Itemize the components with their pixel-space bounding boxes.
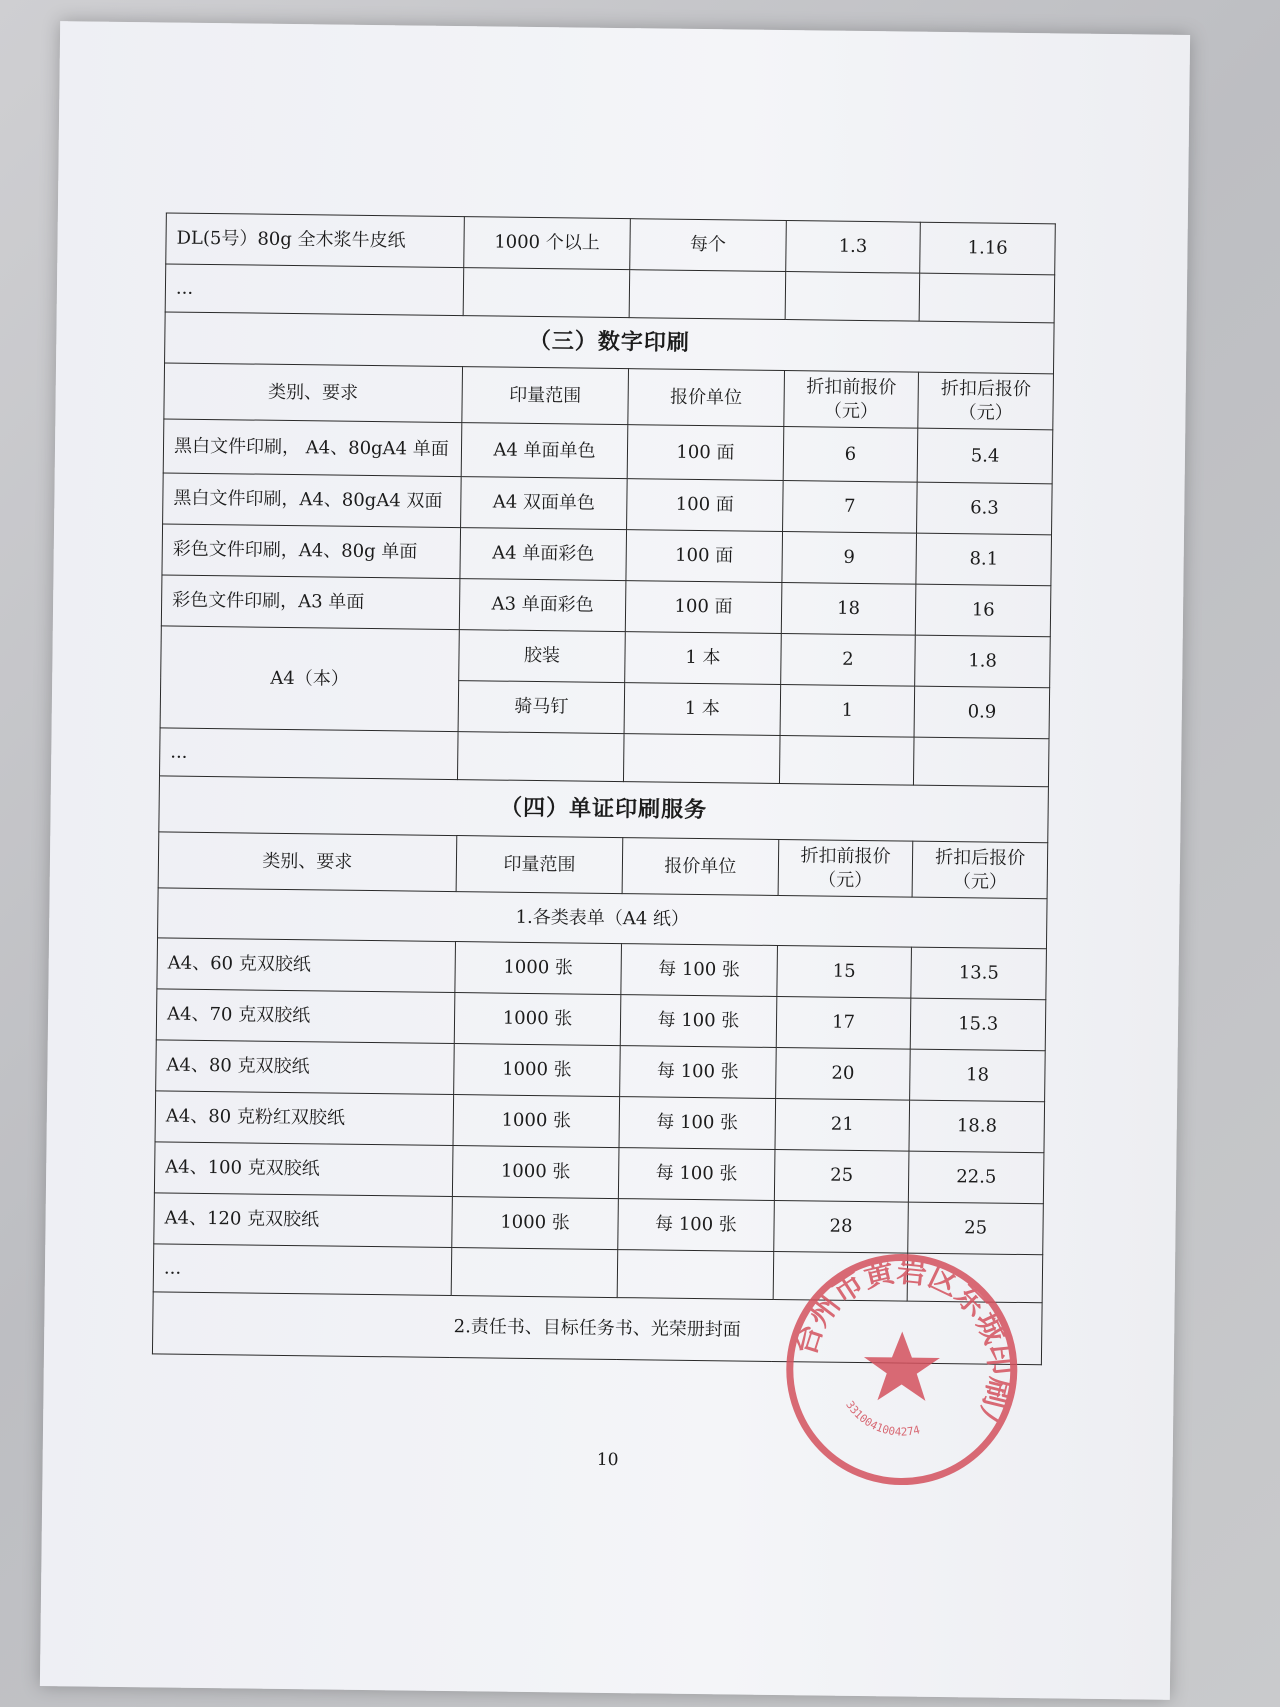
subsection-row [152, 1292, 1042, 1365]
price-before-cell: 2 [780, 634, 915, 687]
ellipsis-cell: ... [165, 264, 463, 316]
price-before-cell: 15 [776, 945, 911, 998]
unit-cell: 100 面 [627, 425, 783, 481]
section-title: （四）单证印刷服务 [159, 776, 1049, 843]
range-cell: A4 单面彩色 [460, 528, 627, 581]
price-before-cell: 20 [775, 1047, 910, 1100]
price-after-cell: 1.8 [915, 635, 1050, 688]
unit-cell: 1 本 [624, 683, 780, 736]
price-after-cell: 22.5 [909, 1151, 1044, 1204]
item-cell: 黑白文件印刷，A4、80gA4 双面 [163, 473, 461, 528]
range-cell: 1000 张 [454, 993, 621, 1046]
item-cell: 黑白文件印刷， A4、80gA4 单面 [163, 419, 461, 477]
price-before-cell: 6 [783, 427, 918, 483]
range-cell: 1000 张 [453, 1044, 620, 1097]
section-title: （三）数字印刷 [165, 312, 1055, 374]
page-number: 10 [596, 1449, 619, 1471]
ellipsis-cell: ... [153, 1244, 451, 1296]
range-cell: 1000 个以上 [464, 217, 631, 270]
subsection-title: 2.责任书、目标任务书、光荣册封面 [152, 1292, 1042, 1365]
range-cell: A4 双面单色 [460, 477, 627, 530]
document-page [40, 21, 1190, 1700]
range-cell: A4 单面单色 [461, 423, 628, 479]
price-after-cell: 25 [908, 1202, 1043, 1255]
unit-cell: 100 面 [625, 581, 781, 634]
item-cell: A4、80 克双胶纸 [156, 1040, 454, 1095]
range-cell: 1000 张 [453, 1095, 620, 1148]
header-price-after: 折扣后报价（元） [912, 841, 1047, 899]
price-after-cell: 5.4 [917, 428, 1052, 484]
range-cell: 骑马钉 [458, 681, 625, 734]
header-item: 类别、要求 [164, 363, 462, 423]
ellipsis-cell: ... [159, 728, 457, 780]
unit-cell: 100 面 [626, 530, 782, 583]
unit-cell: 每 100 张 [619, 1097, 775, 1150]
binding-item-cell: A4（本） [160, 626, 459, 732]
price-before-cell: 9 [782, 532, 917, 585]
price-before-cell: 18 [781, 583, 916, 636]
price-table [152, 212, 1056, 1365]
price-before-cell: 17 [776, 996, 911, 1049]
item-cell: 彩色文件印刷，A3 单面 [161, 575, 459, 630]
price-after-cell: 13.5 [911, 947, 1046, 1000]
unit-cell: 每 100 张 [620, 1046, 776, 1099]
header-price-before: 折扣前报价（元） [778, 839, 913, 897]
price-after-cell: 16 [916, 584, 1051, 637]
range-cell: 1000 张 [452, 1146, 619, 1199]
unit-cell: 每 100 张 [621, 944, 777, 997]
range-cell: 1000 张 [452, 1197, 619, 1250]
item-cell: DL(5号）80g 全木浆牛皮纸 [166, 213, 464, 268]
unit-cell: 每个 [630, 219, 786, 272]
unit-cell: 每 100 张 [619, 1148, 775, 1201]
range-cell: A3 单面彩色 [459, 579, 626, 632]
table-row [161, 626, 1051, 688]
item-cell: A4、60 克双胶纸 [157, 938, 455, 993]
seal-text: 台州市黄岩区东城印刷厂 [787, 1253, 1018, 1446]
unit-cell: 每 100 张 [618, 1199, 774, 1252]
item-cell: A4、80 克粉红双胶纸 [155, 1091, 453, 1146]
seal-code: 3310041004274 [843, 1398, 922, 1439]
price-before-cell: 1.3 [785, 221, 920, 274]
item-cell: A4、70 克双胶纸 [156, 989, 454, 1044]
header-unit: 报价单位 [628, 369, 784, 427]
price-before-cell: 28 [773, 1200, 908, 1253]
price-after-cell: 0.9 [914, 686, 1049, 739]
range-cell: 1000 张 [455, 942, 622, 995]
item-cell: A4、120 克双胶纸 [154, 1193, 452, 1248]
price-before-cell: 1 [780, 685, 915, 738]
price-before-cell: 21 [775, 1098, 910, 1151]
price-after-cell: 8.1 [916, 533, 1051, 586]
price-after-cell: 15.3 [911, 998, 1046, 1051]
header-item: 类别、要求 [158, 832, 456, 892]
unit-cell: 100 面 [627, 479, 783, 532]
header-unit: 报价单位 [622, 838, 778, 896]
price-after-cell: 18 [910, 1049, 1045, 1102]
header-range: 印量范围 [456, 836, 623, 894]
price-after-cell: 6.3 [917, 482, 1052, 535]
unit-cell: 每 100 张 [620, 995, 776, 1048]
header-range: 印量范围 [462, 367, 629, 425]
price-before-cell: 7 [782, 481, 917, 534]
price-after-cell: 18.8 [909, 1100, 1044, 1153]
item-cell: 彩色文件印刷，A4、80g 单面 [162, 524, 460, 579]
item-cell: A4、100 克双胶纸 [154, 1142, 452, 1197]
unit-cell: 1 本 [625, 632, 781, 685]
subsection-title: 1.各类表单（A4 纸） [158, 888, 1048, 949]
header-price-after: 折扣后报价（元） [918, 372, 1053, 430]
header-price-before: 折扣前报价（元） [783, 371, 918, 429]
price-before-cell: 25 [774, 1149, 909, 1202]
range-cell: 胶装 [458, 630, 625, 683]
price-after-cell: 1.16 [920, 222, 1055, 275]
